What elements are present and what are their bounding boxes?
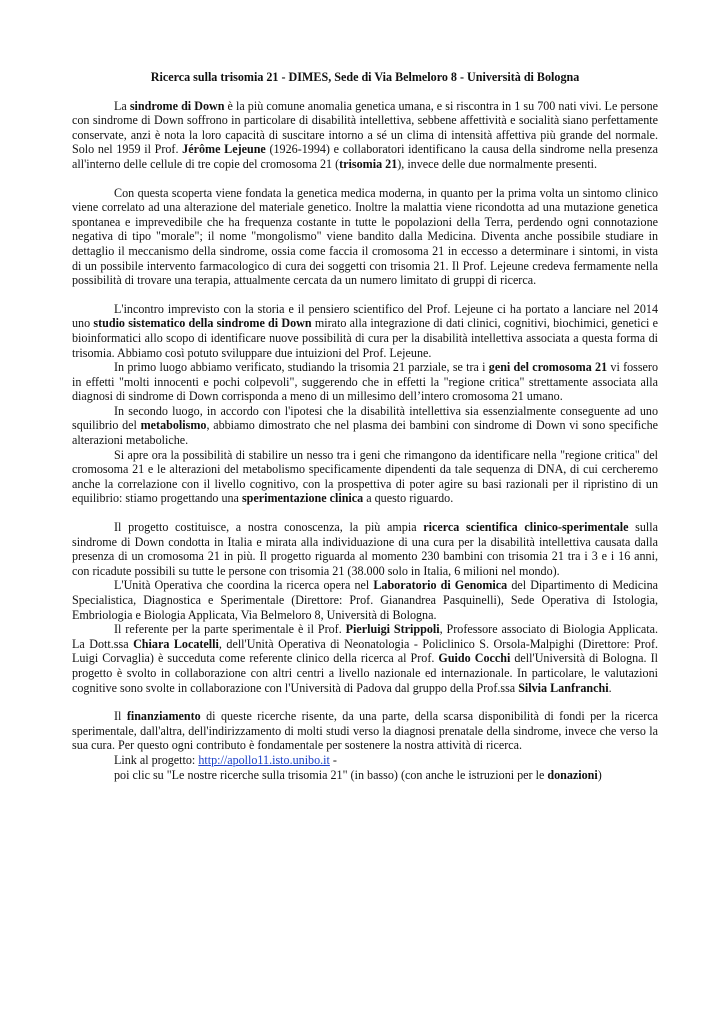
project-link[interactable]: http://apollo11.isto.unibo.it (198, 752, 330, 767)
paragraph-referents: Il referente per la parte sperimentale è il Prof. Pierluigi Strippoli, Professore associato di Biologia Applicata. La Dott.ssa Chiara Locatelli, dell'Unità Operativa di Neonatologia - Policlinico S. Orsola-Malpighi (Direttore: Prof. Luigi Corvaglia) è succeduta come referente clinico della ricerca al Prof. Guido Cocchi dell'Università di Bologna. Il progetto è svolto in collaborazione con altri centri a livello nazionale ed internazionale. In particolare, le valutazioni cognitive sono svolte in collaborazione con l'Università di Padova dal gruppo della Prof.ssa Silvia Lanfranchi. (72, 622, 659, 695)
instructions-line: poi clic su "Le nostre ricerche sulla trisomia 21" (in basso) (con anche le istruzioni per le donazioni) (114, 767, 602, 782)
term-sindrome-di-down: sindrome di Down (129, 98, 225, 113)
name-guido-cocchi: Guido Cocchi (438, 651, 511, 666)
project-link-line: Link al progetto: http://apollo11.isto.unibo.it - (114, 752, 337, 767)
term-laboratorio-genomica: Laboratorio di Genomica (373, 578, 508, 593)
name-jerome-lejeune: Jérôme Lejeune (182, 142, 266, 157)
paragraph-funding: Il finanziamento di queste ricerche risente, da una parte, della scarsa disponibilità di fondi per la ricerca sperimentale, dall'altra, dell'indirizzamento di molti studi verso la diagnosi prenatale della sindrome, invece che verso la sua cura. Per questo ogni contributo è fondamentale per sostenere la nostra attività di ricerca. (72, 709, 658, 753)
paragraph-unit: L'Unità Operativa che coordina la ricerca opera nel Laboratorio di Genomica del Dipartimento di Medicina Specialistica, Diagnostica e Sperimentale (Direttore: Prof. Gianandrea Pasquinelli), Sede Operativa di Istologia, Embriologia e Biologia Applicata, Via Belmeloro 8, Università di Bologna. (72, 578, 658, 622)
name-pierluigi-strippoli: Pierluigi Strippoli (345, 622, 440, 637)
term-geni-cromosoma-21: geni del cromosoma 21 (488, 360, 608, 375)
paragraph-study: L'incontro imprevisto con la storia e il pensiero scientifico del Prof. Lejeune ci ha portato a lanciare nel 2014 uno studio sistematico della sindrome di Down mirato alla integrazione di dati clinici, cognitivi, biochimici, genetici e bioinformatici allo scopo di identificare nuove possibilità di cura per la disabilità intellettiva associata a questa forma di trisomia. Abbiamo così potuto sviluppare due intuizioni del Prof. Lejeune. (72, 301, 658, 360)
paragraph-clinical-trial: Si apre ora la possibilità di stabilire un nesso tra i geni che rimangono da identificare nella "regione critica" del cromosoma 21 e le alterazioni del metabolismo specificamente dipendenti da tale sequenza di DNA, di cui cercheremo anche la correlazione con il livello cognitivo, con la prospettiva di poter agire su basi razionali per il ripristino di un equilibrio: stiamo progettando una sperimentazione clinica a questo riguardo. (72, 447, 658, 506)
name-chiara-locatelli: Chiara Locatelli (133, 636, 219, 651)
term-ricerca-scientifica: ricerca scientifica clinico-sperimentale (423, 520, 629, 535)
term-metabolismo: metabolismo (140, 418, 207, 433)
term-finanziamento: finanziamento (126, 709, 201, 724)
term-donazioni: donazioni (547, 767, 598, 782)
paragraph-second-point: In secondo luogo, in accordo con l'ipotesi che la disabilità intellettiva sia essenzialmente conseguente ad uno squilibrio del metabolismo, abbiamo dimostrato che nel plasma dei bambini con sindrome di Down vi sono specifiche alterazioni metaboliche. (72, 403, 658, 448)
document-title: Ricerca sulla trisomia 21 - DIMES, Sede di Via Belmeloro 8 - Università di Bologna (150, 70, 580, 84)
term-studio-sistematico: studio sistematico della sindrome di Down (93, 316, 312, 331)
paragraph-discovery: Con questa scoperta viene fondata la genetica medica moderna, in quanto per la prima volta un sintomo clinico viene correlato ad una alterazione del materiale genetico. Inoltre la malattia viene ricondotta ad una mutazione genetica spontanea e imprevedibile che ha frequenza costante in tutte le popolazioni della Terra, perdendo ogni connotazione negativa di tipo "morale"; il nome "mongolismo" viene bandito dalla Medicina. Diventa anche possibile studiare in dettaglio il meccanismo della sindrome, ossia come faccia il cromosoma 21 in eccesso a determinare i sintomi, in vista di un possibile intervento farmacologico di cura dei soggetti con trisomia 21. Il Prof. Lejeune credeva fermamente nella possibilità di trovare una terapia, attualmente cercata da un numero limitato di gruppi di ricerca. (72, 185, 658, 288)
paragraph-first-point: In primo luogo abbiamo verificato, studiando la trisomia 21 parziale, se tra i geni del cromosoma 21 vi fossero in effetti "molti innocenti e pochi colpevoli", suggerendo che in effetti la "regione critica" strettamente associata alla diagnosi di sindrome di Down corrisponda a meno di un millesimo dell’intero cromosoma 21 umano. (72, 360, 658, 404)
paragraph-intro: La sindrome di Down è la più comune anomalia genetica umana, e si riscontra in 1 su 700 nati vivi. Le persone con sindrome di Down soffrono in particolare di disabilità intellettiva, sebbene affettività e socialità siano perfettamente conservate, anzi è nota la loro capacità di suscitare intorno a sé un clima di intensità affettiva più grande del normale. Solo nel 1959 il Prof. Jérôme Lejeune (1926-1994) e collaboratori identificano la causa della sindrome nella presenza all'interno delle cellule di tre copie del cromosoma 21 (trisomia 21), invece delle due normalmente presenti. (72, 98, 659, 171)
term-sperimentazione-clinica: sperimentazione clinica (241, 491, 364, 506)
name-silvia-lanfranchi: Silvia Lanfranchi (518, 680, 609, 695)
term-trisomia-21: trisomia 21 (339, 156, 398, 171)
paragraph-project: Il progetto costituisce, a nostra conoscenza, la più ampia ricerca scientifica clinico-sperimentale sulla sindrome di Down condotta in Italia e mirata alla individuazione di una cura per la disabilità intellettiva causata dalla presenza di un cromosoma 21 in più. Il progetto riguarda al momento 230 bambini con trisomia 21 tra i 3 e i 16 anni, con ricadute possibili su tutte le persone con trisomia 21 (38.000 solo in Italia, 6 milioni nel mondo). (72, 520, 659, 578)
